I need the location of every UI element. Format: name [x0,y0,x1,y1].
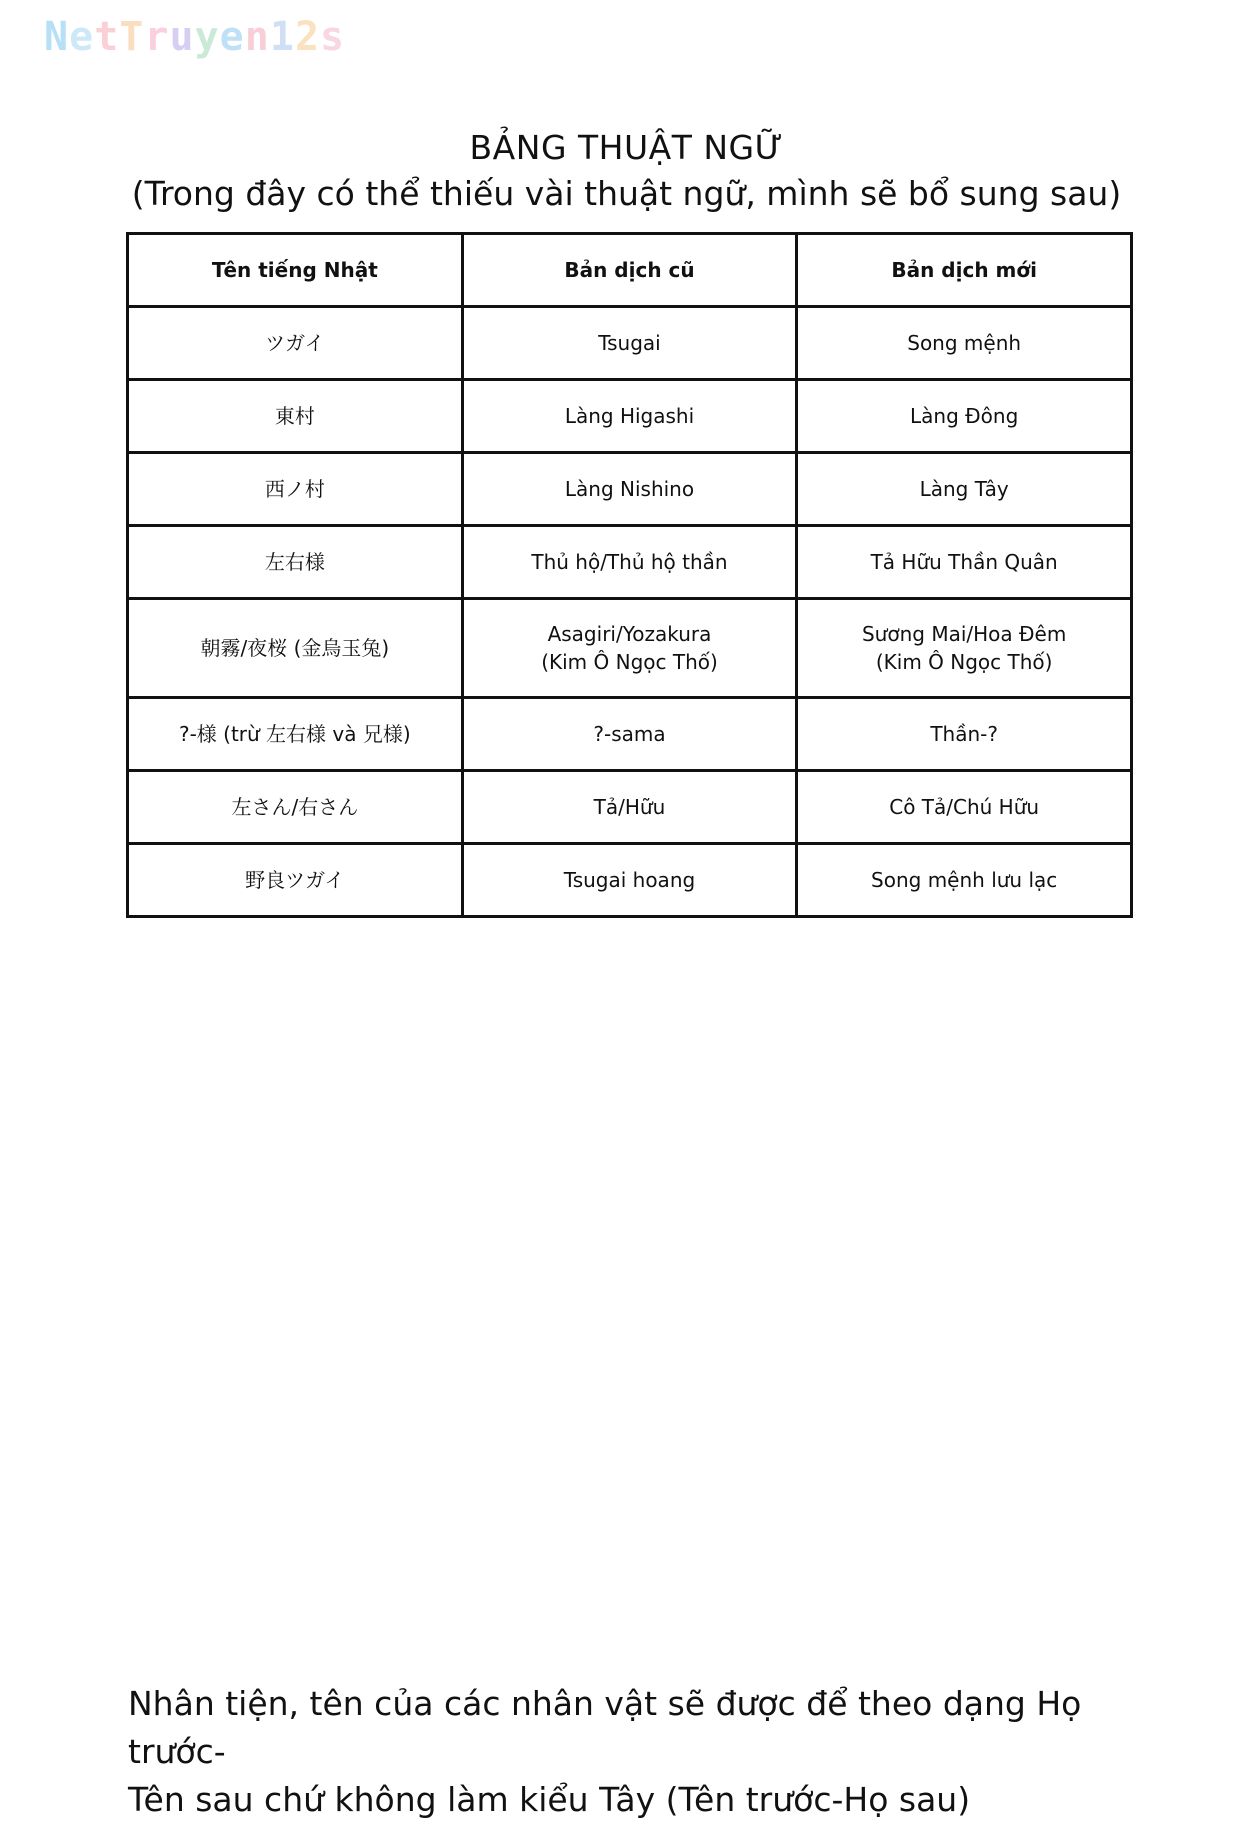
table-row [128,599,1132,698]
header-new-translation: Bản dịch mới [797,234,1132,307]
cell-old: Làng Nishino [462,453,797,526]
cell-japanese: 東村 [128,380,463,453]
table-row [128,698,1132,771]
cell-new: Làng Đông [797,380,1132,453]
table-row [128,380,1132,453]
watermark-letter: 1 [269,14,295,60]
cell-japanese: ?-様 (trừ 左右様 và 兄様) [128,698,463,771]
table-row [128,771,1132,844]
cell-old: Làng Higashi [462,380,797,453]
watermark-letter: t [94,14,120,60]
table-header-row [128,234,1132,307]
header-japanese-name: Tên tiếng Nhật [128,234,463,307]
watermark-letter: r [144,14,170,60]
cell-old: Tả/Hữu [462,771,797,844]
watermark-letter: e [219,14,245,60]
watermark-letter: n [244,14,270,60]
watermark-letter: e [69,14,95,60]
cell-new: Song mệnh lưu lạc [797,844,1132,917]
table-row [128,844,1132,917]
cell-old: ?-sama [462,698,797,771]
cell-new: Thần-? [797,698,1132,771]
watermark-letter: 2 [294,14,321,60]
header-old-translation: Bản dịch cũ [462,234,797,307]
footer-note [128,1680,1138,1824]
page-subtitle: (Trong đây có thể thiếu vài thuật ngữ, mình sẽ bổ sung sau) [131,174,1122,213]
cell-japanese: 朝霧/夜桜 (金烏玉兔) [128,599,463,698]
cell-japanese: 西ノ村 [128,453,463,526]
cell-old-line2: (Kim Ô Ngọc Thố) [541,650,718,674]
table-row [128,453,1132,526]
cell-japanese: 左右様 [128,526,463,599]
cell-old: Tsugai [462,307,797,380]
cell-new-line1: Sương Mai/Hoa Đêm [861,622,1067,646]
page-title: BẢNG THUẬT NGỮ [469,128,784,167]
table-row [128,307,1132,380]
glossary-table [126,232,1133,918]
cell-new: Làng Tây [797,453,1132,526]
footer-line-2: Tên sau chứ không làm kiểu Tây (Tên trước-Họ sau) [128,1780,971,1819]
watermark-letter: T [119,14,145,60]
cell-japanese: ツガイ [128,307,463,380]
table-row [128,526,1132,599]
watermark-logo [44,14,345,60]
cell-japanese: 野良ツガイ [128,844,463,917]
cell-new: Song mệnh [797,307,1132,380]
watermark-letter: y [194,14,220,60]
cell-japanese: 左さん/右さん [128,771,463,844]
watermark-letter: N [44,14,70,60]
cell-new-line2: (Kim Ô Ngọc Thố) [875,650,1053,674]
cell-old-line1: Asagiri/Yozakura [547,622,712,646]
footer-line-1: Nhân tiện, tên của các nhân vật sẽ được để theo dạng Họ trước- [128,1684,1082,1771]
cell-old: Tsugai hoang [462,844,797,917]
watermark-letter: u [169,14,195,60]
cell-old: Thủ hộ/Thủ hộ thần [462,526,797,599]
cell-new: Cô Tả/Chú Hữu [797,771,1132,844]
cell-new [797,599,1132,698]
cell-old [462,599,797,698]
cell-new: Tả Hữu Thần Quân [797,526,1132,599]
watermark-letter: s [320,14,346,60]
